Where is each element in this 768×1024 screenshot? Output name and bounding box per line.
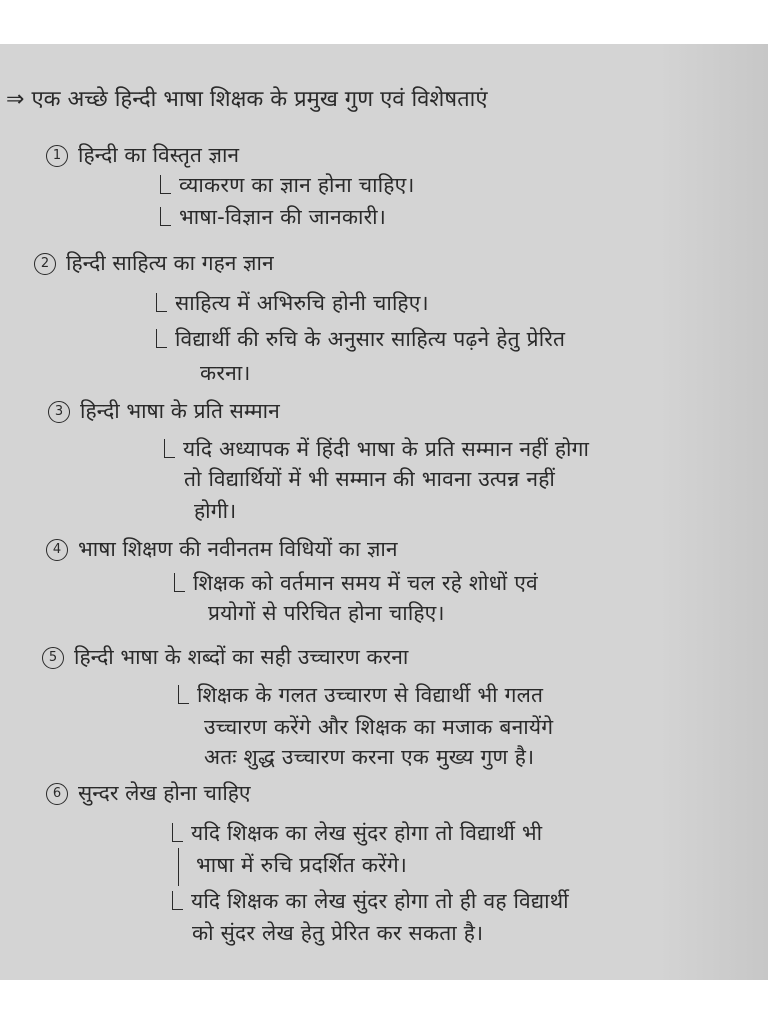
item-6-point-1 [172,818,542,848]
point-text: भाषा में रुचि प्रदर्शित करेंगे। [196,853,408,877]
item-6-point-1-cont [196,850,407,880]
point-text: भाषा-विज्ञान की जानकारी। [179,205,386,229]
point-text: शिक्षक के गलत उच्चारण से विद्यार्थी भी गलत [197,683,544,707]
item-3-point-1-cont-2 [194,496,236,526]
item-5-point-1 [178,680,543,710]
heading-text: एक अच्छे हिन्दी भाषा शिक्षक के प्रमुख गुण एवं विशेषताएं [31,87,488,112]
item-6-title [46,778,251,808]
item-title-text: हिन्दी भाषा के शब्दों का सही उच्चारण करना [74,645,409,669]
bracket-icon [172,823,183,842]
item-5-point-1-cont-2 [204,742,534,772]
item-title-text: हिन्दी भाषा के प्रति सम्मान [80,399,280,423]
point-text: उच्चारण करेंगे और शिक्षक का मजाक बनायेंगे [204,715,554,739]
bracket-icon [174,573,185,592]
page-heading [6,84,488,116]
point-text: शिक्षक को वर्तमान समय में चल रहे शोधों एवं [193,571,538,595]
point-text: होगी। [194,499,237,523]
point-text: अतः शुद्ध उच्चारण करना एक मुख्य गुण है। [204,745,535,769]
bracket-icon [160,207,171,226]
notebook-page [0,44,768,980]
item-1-point-2 [160,202,386,232]
item-number-badge: 2 [34,253,56,275]
point-text: करना। [200,361,251,385]
item-number-badge: 1 [46,145,68,167]
point-text: को सुंदर लेख हेतु प्रेरित कर सकता है। [192,921,484,945]
point-text: तो विद्यार्थियों में भी सम्मान की भावना उत्पन्न नहीं [184,467,555,491]
item-number-badge: 5 [42,647,64,669]
point-text: साहित्य में अभिरुचि होनी चाहिए। [175,291,429,315]
item-6-point-2 [172,886,569,916]
bracket-icon [164,439,175,458]
bracket-icon [172,891,183,910]
point-text: यदि शिक्षक का लेख सुंदर होगा तो विद्यार्थी भी [191,821,543,845]
item-5-point-1-cont-1 [204,712,553,742]
item-1-point-1 [160,170,415,200]
item-4-point-1-cont [208,598,445,628]
item-4-point-1 [174,568,538,598]
item-3-point-1-cont-1 [184,464,555,494]
bracket-icon [156,293,167,312]
point-text: विद्यार्थी की रुचि के अनुसार साहित्य पढ़ने हेतु प्रेरित [175,327,566,351]
item-6-point-2-cont [192,918,483,948]
item-5-title [42,642,408,672]
item-4-title [46,534,398,564]
item-2-point-1 [156,288,429,318]
bracket-icon [178,685,189,704]
item-number-badge: 4 [46,539,68,561]
point-text: व्याकरण का ज्ञान होना चाहिए। [179,173,415,197]
bracket-icon [160,175,171,194]
arrow-icon: ⇒ [6,87,25,112]
item-title-text: भाषा शिक्षण की नवीनतम विधियों का ज्ञान [78,537,398,561]
item-title-text: हिन्दी का विस्तृत ज्ञान [78,143,240,167]
point-text: यदि शिक्षक का लेख सुंदर होगा तो ही वह विद्यार्थी [191,889,569,913]
item-2-point-2-cont [200,358,251,388]
item-1-title [46,140,239,170]
page-shadow [658,44,768,980]
point-text: प्रयोगों से परिचित होना चाहिए। [208,601,445,625]
item-title-text: सुन्दर लेख होना चाहिए [78,781,251,805]
bracket-rule [178,848,179,886]
item-3-point-1 [164,434,589,464]
item-2-title [34,248,274,278]
item-3-title [48,396,280,426]
bracket-icon [156,329,167,348]
item-number-badge: 6 [46,783,68,805]
item-number-badge: 3 [48,401,70,423]
item-2-point-2 [156,324,565,354]
point-text: यदि अध्यापक में हिंदी भाषा के प्रति सम्मान नहीं होगा [183,437,590,461]
item-title-text: हिन्दी साहित्य का गहन ज्ञान [66,251,274,275]
